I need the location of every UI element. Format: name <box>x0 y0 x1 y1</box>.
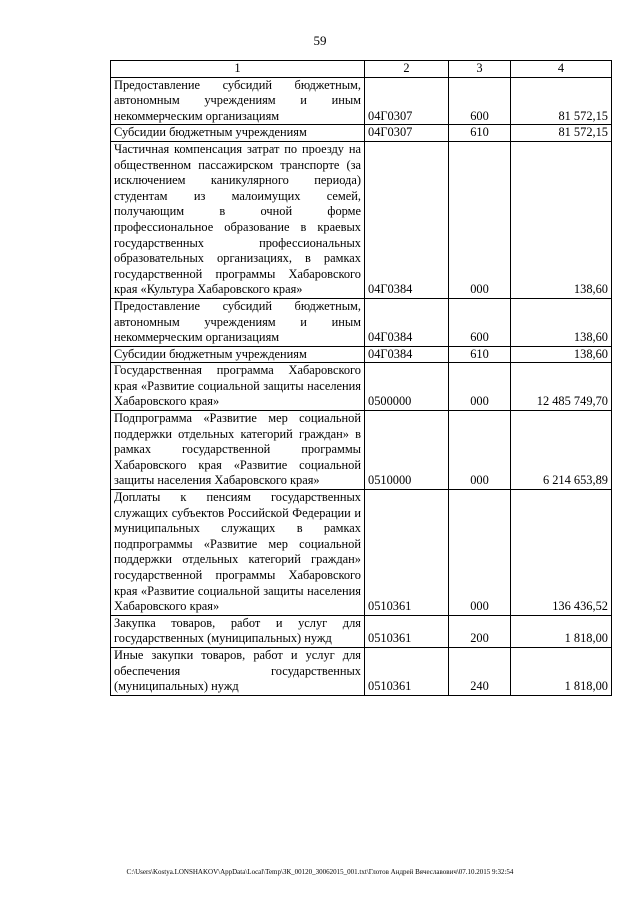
row-amount: 138,60 <box>511 298 612 346</box>
row-type: 000 <box>449 411 511 490</box>
column-header-4: 4 <box>511 61 612 78</box>
row-name: Доплаты к пенсиям государственных служащих субъектов Российской Федерации и муниципальных служащих в рамках подпрограммы «Развитие мер социальной поддержки отдельных категорий граждан» государственной программы Хабаровского края «Развитие социальной защиты населения Хабаровского края» <box>111 490 365 616</box>
row-amount: 1 818,00 <box>511 647 612 695</box>
file-path-footer: C:\Users\Kostya.LONSHAKOV\AppData\Local\Temp\ЗК_00120_30062015_001.txt\Глотов Андрей Вячеславович\07.10.2015 9:32:54 <box>126 868 514 876</box>
row-amount: 138,60 <box>511 141 612 298</box>
row-code: 0510361 <box>365 615 449 647</box>
table-row <box>111 346 612 363</box>
row-type: 000 <box>449 490 511 616</box>
row-code: 04Г0384 <box>365 141 449 298</box>
row-amount: 6 214 653,89 <box>511 411 612 490</box>
table-row <box>111 490 612 616</box>
row-code: 0510361 <box>365 490 449 616</box>
row-name: Частичная компенсация затрат по проезду на общественном пассажирском транспорте (за исключением каникулярного периода) студентам из малоимущих семей, получающим в очной форме профессиональное образование в краевых государственных профессиональных образовательных организациях, в рамках государственной программы Хабаровского края «Культура Хабаровского края» <box>111 141 365 298</box>
row-name: Закупка товаров, работ и услуг для государственных (муниципальных) нужд <box>111 615 365 647</box>
table-row <box>111 411 612 490</box>
budget-table <box>110 60 612 696</box>
table-header-row <box>111 61 612 78</box>
row-amount: 136 436,52 <box>511 490 612 616</box>
page-number: 59 <box>313 33 327 48</box>
row-type: 240 <box>449 647 511 695</box>
row-type: 610 <box>449 125 511 142</box>
row-code: 0510000 <box>365 411 449 490</box>
column-header-1: 1 <box>111 61 365 78</box>
row-name: Иные закупки товаров, работ и услуг для обеспечения государственных (муниципальных) нужд <box>111 647 365 695</box>
row-type: 610 <box>449 346 511 363</box>
row-type: 000 <box>449 141 511 298</box>
row-type: 600 <box>449 298 511 346</box>
row-name: Предоставление субсидий бюджетным, автономным учреждениям и иным некоммерческим организациям <box>111 77 365 125</box>
table-row <box>111 363 612 411</box>
row-name: Предоставление субсидий бюджетным, автономным учреждениям и иным некоммерческим организациям <box>111 298 365 346</box>
row-code: 04Г0384 <box>365 298 449 346</box>
column-header-2: 2 <box>365 61 449 78</box>
row-code: 0500000 <box>365 363 449 411</box>
table-row <box>111 615 612 647</box>
table-row <box>111 298 612 346</box>
row-amount: 81 572,15 <box>511 125 612 142</box>
row-amount: 12 485 749,70 <box>511 363 612 411</box>
row-name: Государственная программа Хабаровского края «Развитие социальной защиты населения Хабаровского края» <box>111 363 365 411</box>
row-type: 600 <box>449 77 511 125</box>
table-row <box>111 77 612 125</box>
row-type: 200 <box>449 615 511 647</box>
row-code: 04Г0384 <box>365 346 449 363</box>
column-header-3: 3 <box>449 61 511 78</box>
row-name: Субсидии бюджетным учреждениям <box>111 125 365 142</box>
row-amount: 138,60 <box>511 346 612 363</box>
row-type: 000 <box>449 363 511 411</box>
row-code: 04Г0307 <box>365 125 449 142</box>
table-row <box>111 125 612 142</box>
row-name: Субсидии бюджетным учреждениям <box>111 346 365 363</box>
row-amount: 81 572,15 <box>511 77 612 125</box>
row-code: 0510361 <box>365 647 449 695</box>
row-amount: 1 818,00 <box>511 615 612 647</box>
row-name: Подпрограмма «Развитие мер социальной поддержки отдельных категорий граждан» в рамках государственной программы Хабаровского края «Развитие социальной защиты населения Хабаровского края» <box>111 411 365 490</box>
table-row <box>111 647 612 695</box>
row-code: 04Г0307 <box>365 77 449 125</box>
table-row <box>111 141 612 298</box>
